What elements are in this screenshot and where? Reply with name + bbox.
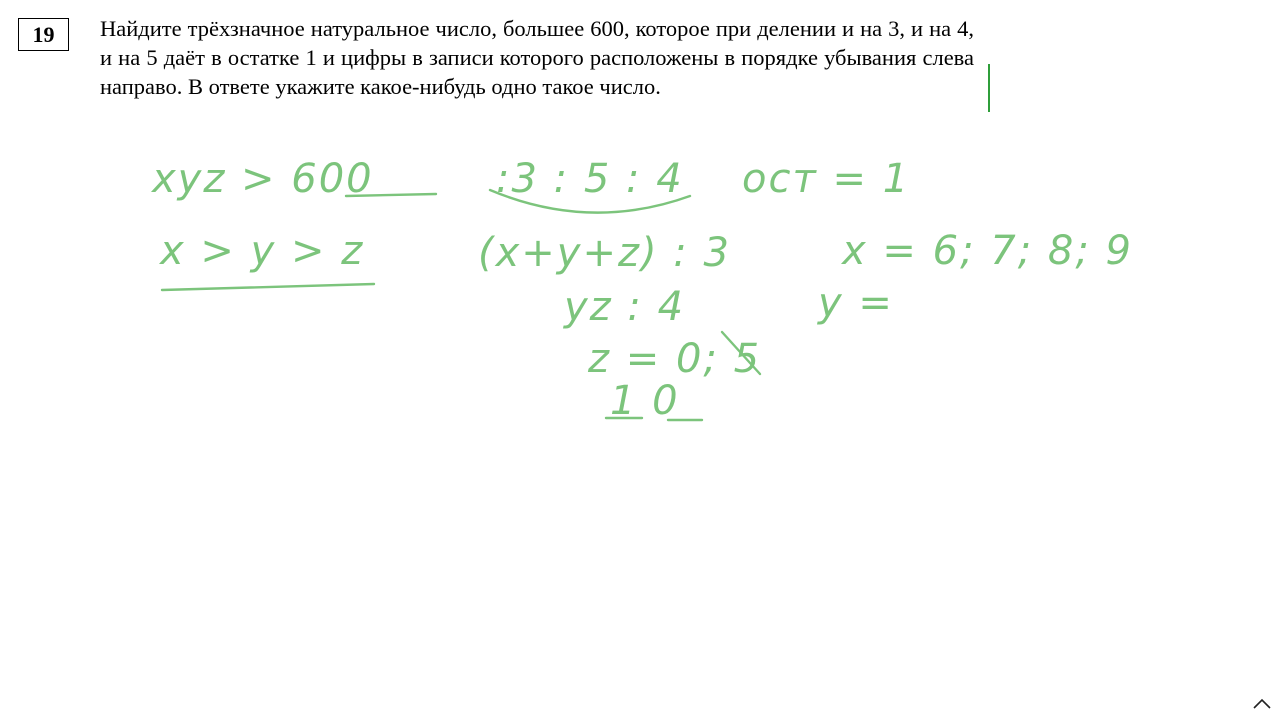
ink-digit-sum: (x+y+z) : 3 bbox=[478, 230, 731, 276]
ink-digits: 1 0 bbox=[610, 378, 680, 424]
ink-z-values: z = 0; 5 bbox=[588, 336, 762, 382]
ink-divisors: :3 : 5 : 4 bbox=[496, 156, 684, 202]
text-cursor bbox=[988, 64, 990, 112]
task-number: 19 bbox=[18, 18, 69, 51]
task-text: Найдите трёхзначное натуральное число, большее 600, которое при делении и на 3, и на 4, и на 5 даёт в остатке 1 и цифры в записи которого расположены в порядке убывания слева направо. В ответе укажите какое-нибудь одно такое число. bbox=[100, 16, 974, 99]
ink-xyz-gt-600: xyz > 600 bbox=[152, 156, 374, 202]
ink-remainder: ост = 1 bbox=[742, 156, 911, 202]
ink-underline-600 bbox=[346, 194, 436, 196]
ink-underline-xyz bbox=[162, 284, 374, 290]
ink-y-equals: y = bbox=[818, 280, 894, 326]
ink-arc-divisors bbox=[490, 190, 690, 213]
ink-yz-div4: yz : 4 bbox=[564, 284, 686, 330]
ink-x-values: x = 6; 7; 8; 9 bbox=[842, 228, 1133, 274]
ink-strike-5 bbox=[722, 332, 760, 374]
ink-x-gt-y-gt-z: x > y > z bbox=[160, 228, 365, 274]
chevron-up-icon[interactable] bbox=[1252, 696, 1272, 710]
